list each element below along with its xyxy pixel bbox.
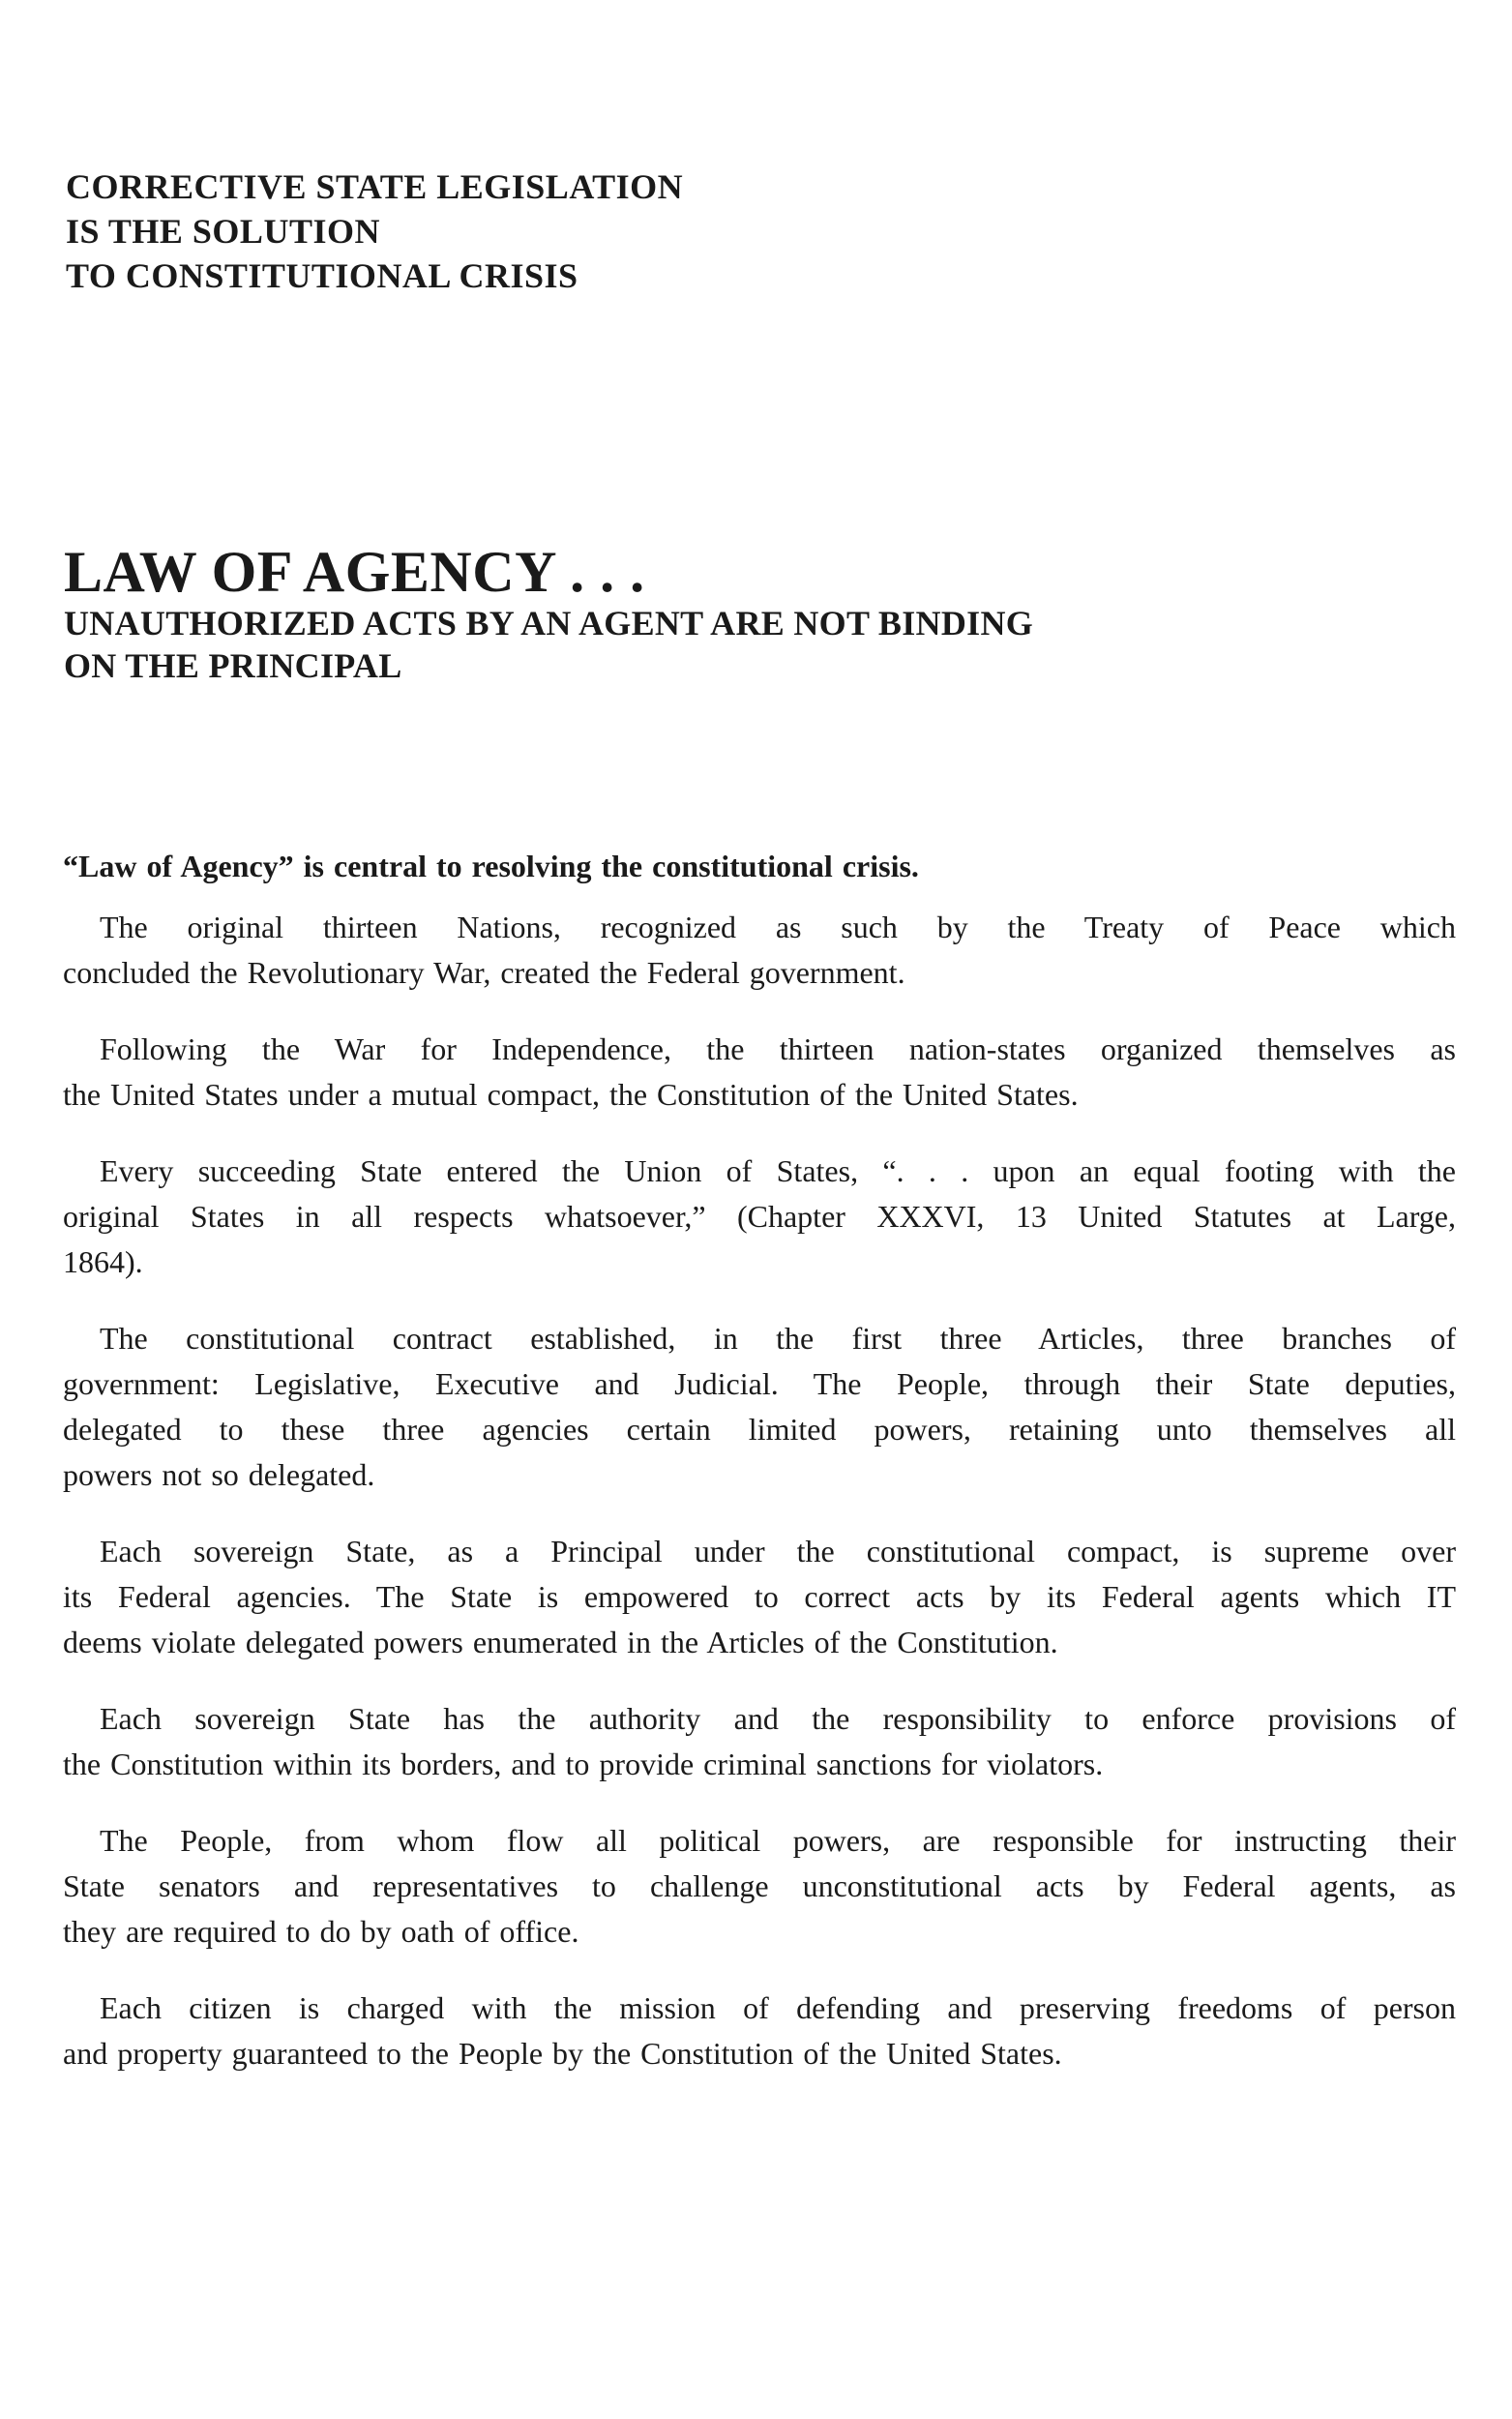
- doc-subtitle: [64, 602, 1033, 687]
- text-line: 1864).: [63, 1244, 143, 1279]
- doc-title: LAW OF AGENCY . . .: [64, 540, 645, 604]
- text-line: the United States under a mutual compact, the Constitution of the United States.: [63, 1077, 1079, 1112]
- text-line: its Federal agencies. The State is empowered to correct acts by its Federal agents which IT: [63, 1579, 1456, 1614]
- masthead-line-3: TO CONSTITUTIONAL CRISIS: [66, 256, 578, 295]
- lead-statement: “Law of Agency” is central to resolving the constitutional crisis.: [63, 849, 919, 883]
- text-line: deems violate delegated powers enumerated in the Articles of the Constitution.: [63, 1625, 1058, 1659]
- text-line: Every succeeding State entered the Union of States, “. . . upon an equal footing with the: [100, 1153, 1456, 1188]
- text-line: Following the War for Independence, the thirteen nation-states organized themselves as: [100, 1031, 1456, 1066]
- text-line: Each citizen is charged with the mission of defending and preserving freedoms of person: [100, 1990, 1456, 2025]
- text-line: The constitutional contract established, in the first three Articles, three branches of: [100, 1321, 1456, 1356]
- text-line: Each sovereign State has the authority and the responsibility to enforce provisions of: [100, 1701, 1456, 1736]
- body-text: [63, 844, 1456, 2107]
- text-line: they are required to do by oath of office.: [63, 1914, 579, 1949]
- text-line: State senators and representatives to challenge unconstitutional acts by Federal agents, as: [63, 1868, 1456, 1903]
- text-line: government: Legislative, Executive and Judicial. The People, through their State deputies,: [63, 1366, 1456, 1401]
- text-line: the Constitution within its borders, and to provide criminal sanctions for violators.: [63, 1747, 1104, 1781]
- text-line: The People, from whom flow all political powers, are responsible for instructing their: [100, 1823, 1456, 1858]
- text-line: delegated to these three agencies certain limited powers, retaining unto themselves all: [63, 1412, 1456, 1447]
- text-line: The original thirteen Nations, recognized as such by the Treaty of Peace which: [100, 910, 1456, 944]
- text-line: and property guaranteed to the People by the Constitution of the United States.: [63, 2036, 1062, 2071]
- doc-subtitle-line-1: UNAUTHORIZED ACTS BY AN AGENT ARE NOT BINDING: [64, 604, 1034, 642]
- text-line: powers not so delegated.: [63, 1457, 375, 1492]
- doc-subtitle-line-2: ON THE PRINCIPAL: [64, 646, 402, 685]
- title-block: [64, 542, 1033, 687]
- masthead-line-1: CORRECTIVE STATE LEGISLATION: [66, 167, 684, 206]
- masthead-line-2: IS THE SOLUTION: [66, 212, 380, 251]
- masthead: [66, 164, 683, 298]
- text-line: concluded the Revolutionary War, created the Federal government.: [63, 955, 905, 990]
- text-line: Each sovereign State, as a Principal under the constitutional compact, is supreme over: [100, 1534, 1456, 1568]
- text-line: original States in all respects whatsoever,” (Chapter XXXVI, 13 United Statutes at Large,: [63, 1199, 1456, 1234]
